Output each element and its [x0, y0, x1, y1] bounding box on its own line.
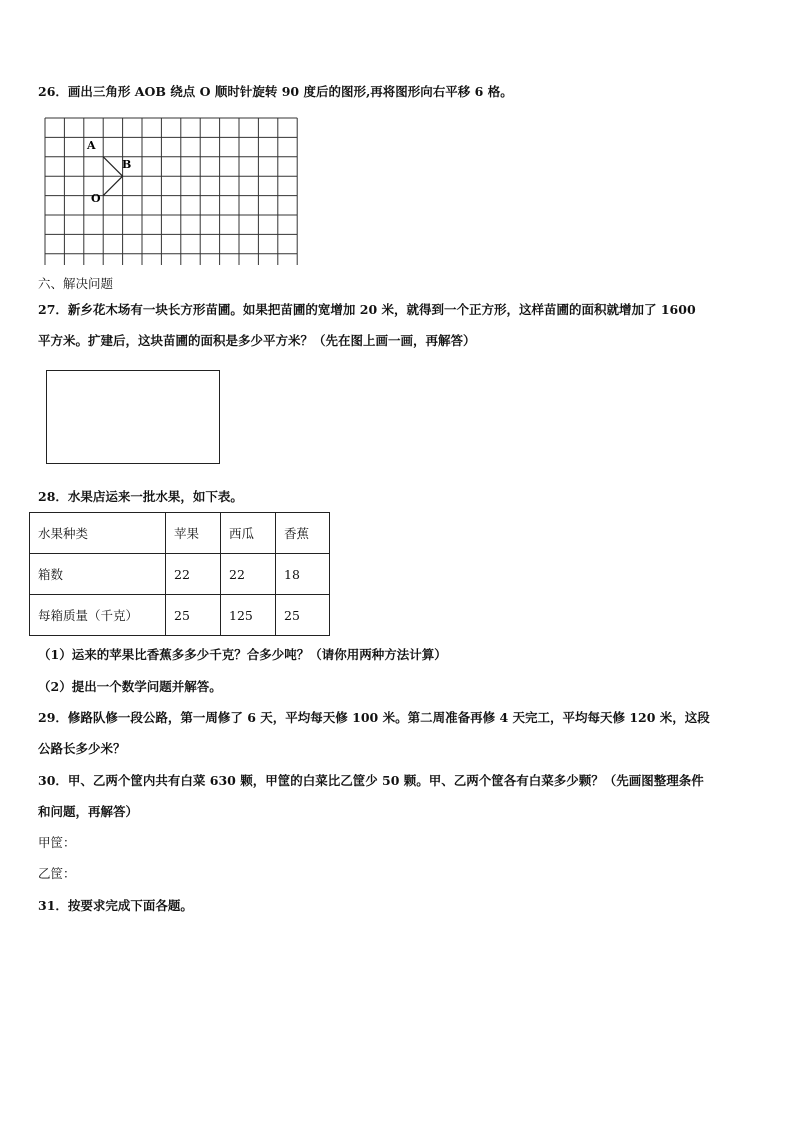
- q27-line2: 平方米。扩建后，这块苗圃的面积是多少平方米？（先在图上画一画，再解答）: [38, 333, 476, 348]
- grid-figure: [44, 117, 298, 265]
- point-a-label: A: [87, 139, 96, 152]
- point-o-label: O: [91, 192, 101, 205]
- table-cell: 25: [276, 595, 330, 636]
- q29-line2: 公路长多少米？: [38, 741, 126, 756]
- q28-sub2: （2）提出一个数学问题并解答。: [38, 679, 222, 694]
- q27-line1: 27．新乡花木场有一块长方形苗圃。如果把苗圃的宽增加 20 米，就得到一个正方形，这样苗圃的面积就增加了 1600: [38, 302, 696, 317]
- table-cell: 水果种类: [30, 513, 166, 554]
- table-cell: 22: [166, 554, 221, 595]
- triangle-side-bo: [103, 176, 122, 195]
- table-cell: 22: [221, 554, 276, 595]
- nursery-rectangle: [46, 370, 220, 464]
- fruit-table: [29, 512, 330, 636]
- q29-line1: 29．修路队修一段公路，第一周修了 6 天，平均每天修 100 米。第二周准备再修 4 天完工，平均每天修 120 米，这段: [38, 710, 710, 725]
- table-cell: 25: [166, 595, 221, 636]
- table-row: [30, 595, 330, 636]
- q30-line1: 30．甲、乙两个筐内共有白菜 630 颗，甲筐的白菜比乙筐少 50 颗。甲、乙两个筐各有白菜多少颗？（先画图整理条件: [38, 773, 704, 788]
- table-row: [30, 554, 330, 595]
- table-cell: 每箱质量（千克）: [30, 595, 166, 636]
- point-b-label: B: [122, 158, 132, 171]
- table-cell: 苹果: [166, 513, 221, 554]
- table-cell: 125: [221, 595, 276, 636]
- table-cell: 香蕉: [276, 513, 330, 554]
- triangle-side-ab: [103, 157, 122, 176]
- table-cell: 西瓜: [221, 513, 276, 554]
- q30-jia-label: 甲筐：: [38, 835, 76, 850]
- q28-text: 28．水果店运来一批水果，如下表。: [38, 489, 243, 504]
- table-cell: 箱数: [30, 554, 166, 595]
- table-row: [30, 513, 330, 554]
- q30-line2: 和问题，再解答）: [38, 804, 139, 819]
- q28-sub1: （1）运来的苹果比香蕉多多少千克？合多少吨？（请你用两种方法计算）: [38, 647, 447, 662]
- table-cell: 18: [276, 554, 330, 595]
- q26-text: 26．画出三角形 AOB 绕点 O 顺时针旋转 90 度后的图形,再将图形向右平移 6 格。: [38, 84, 513, 99]
- section-six-heading: 六、解决问题: [38, 276, 114, 291]
- q30-yi-label: 乙筐：: [38, 866, 76, 881]
- q31-text: 31．按要求完成下面各题。: [38, 898, 193, 913]
